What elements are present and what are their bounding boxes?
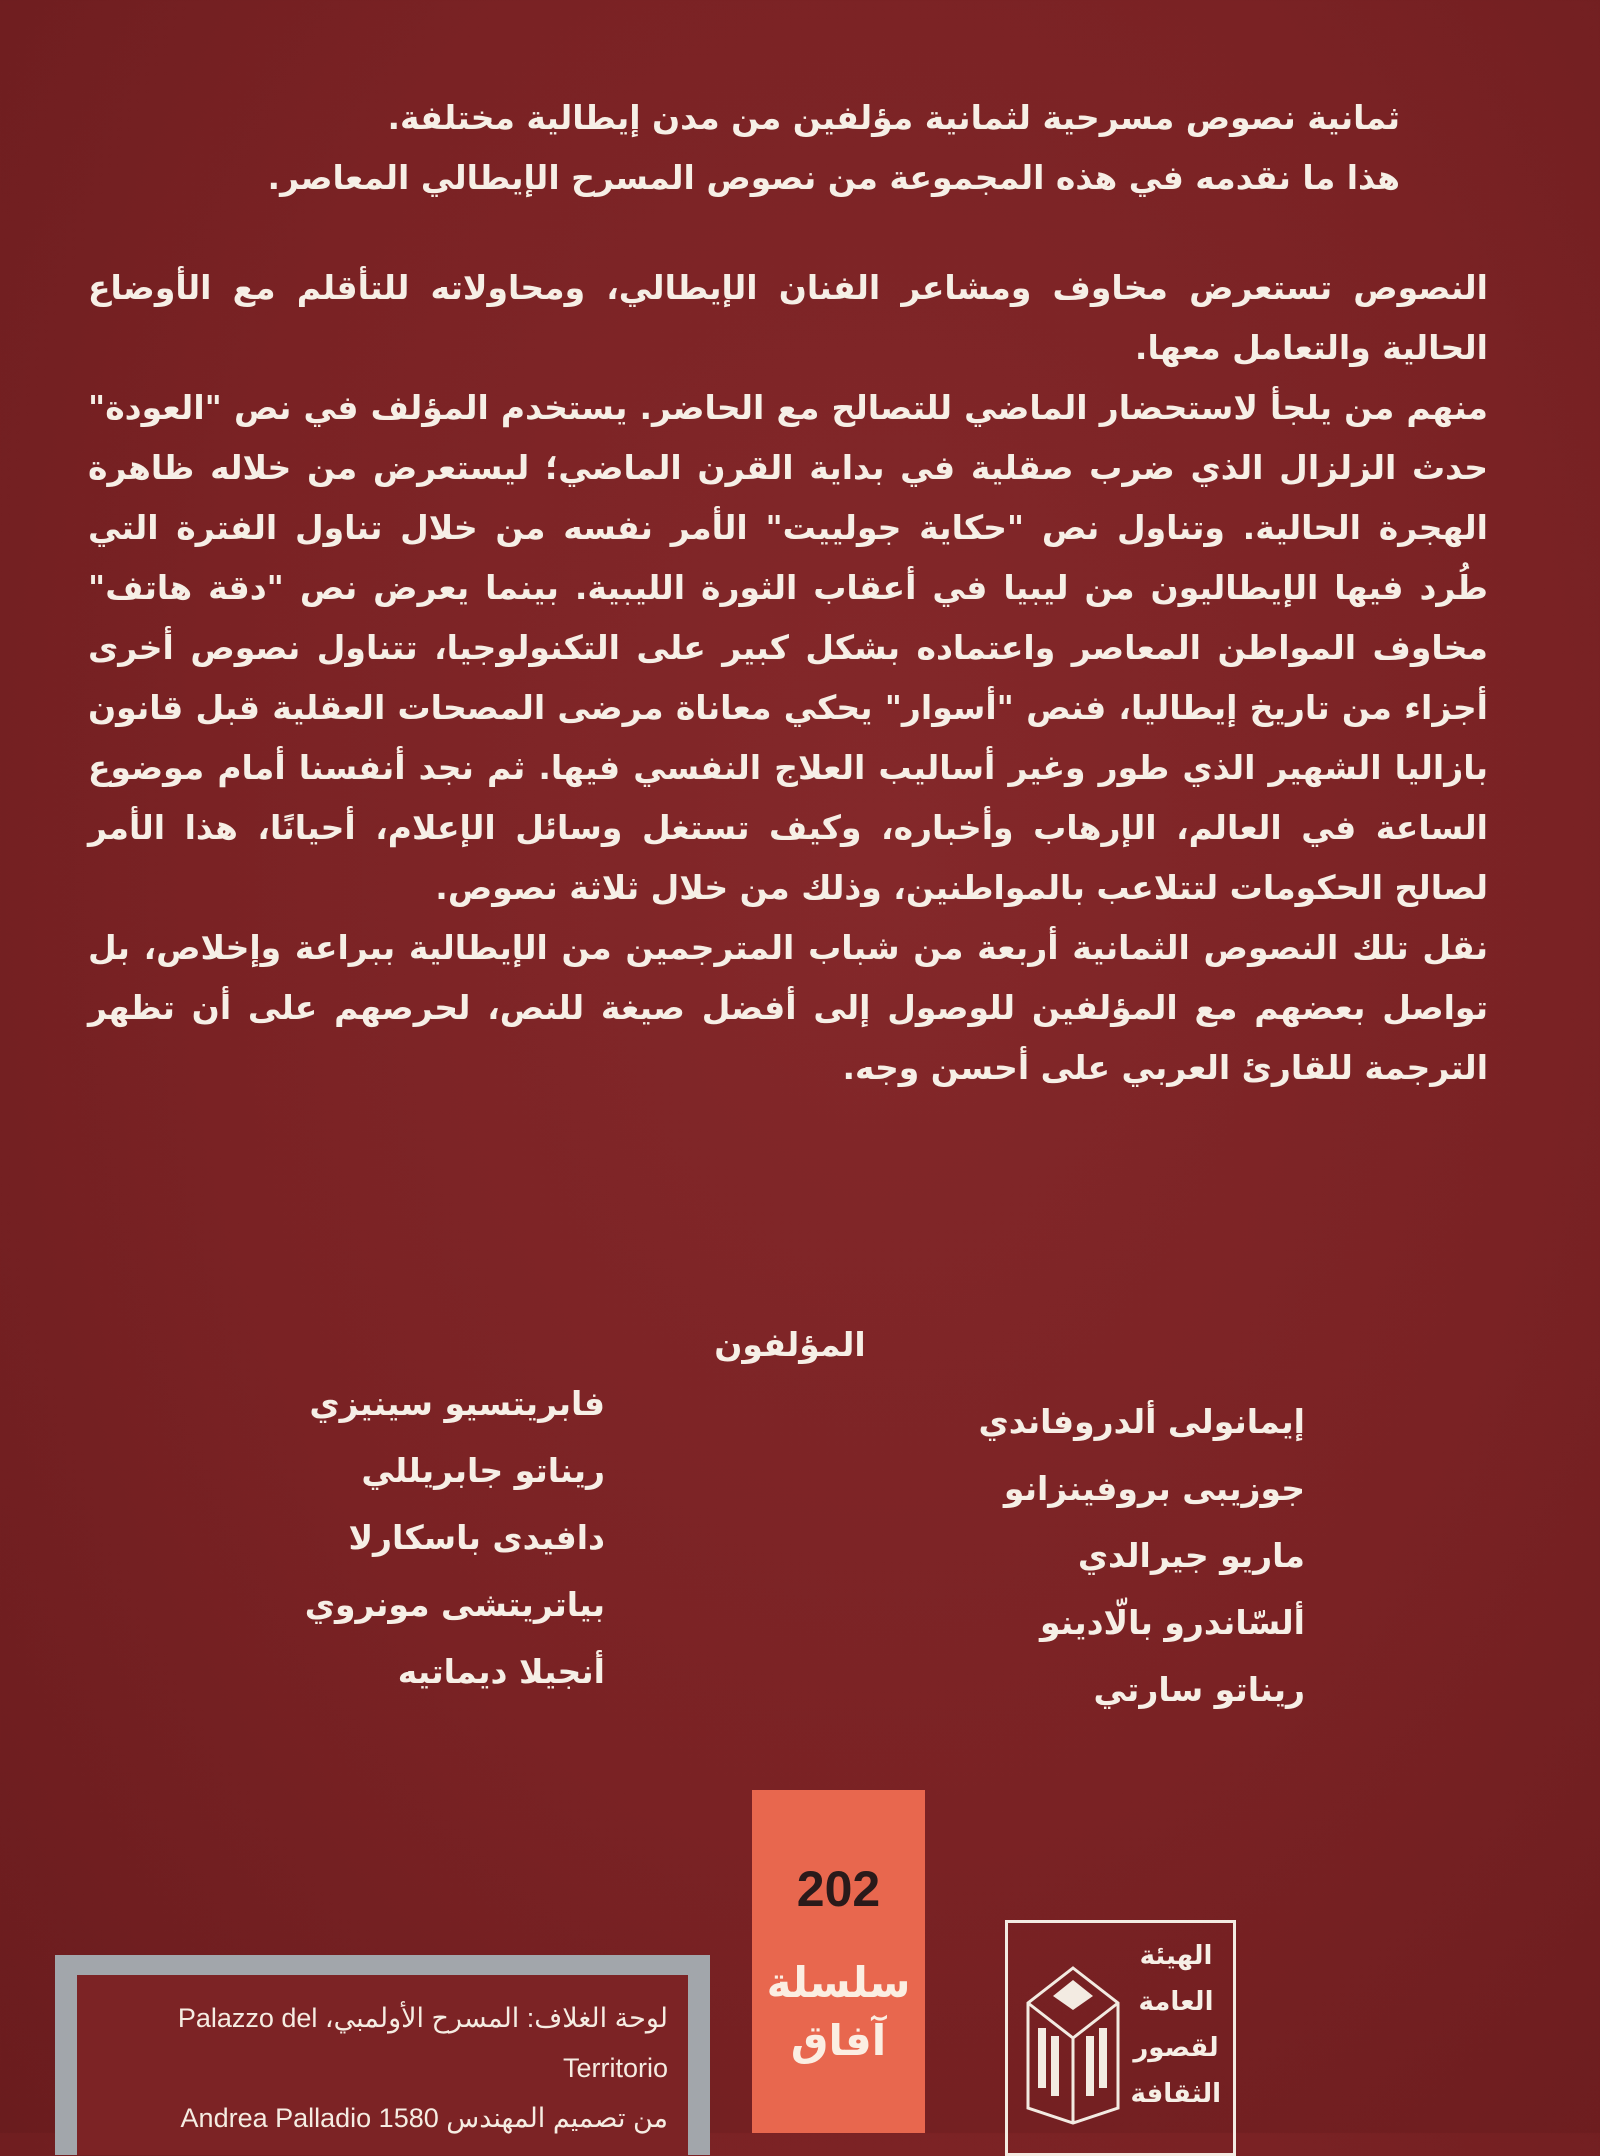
cover-caption (77, 1975, 688, 2155)
author-name: ماريو جيرالدي (1077, 1536, 1305, 1575)
series-name (752, 1954, 925, 2070)
authors-heading: المؤلفون (714, 1325, 866, 1364)
authors-left-column (185, 1370, 605, 1705)
author-name: ريناتو سارتي (1093, 1670, 1305, 1709)
paragraph: نقل تلك النصوص الثمانية أربعة من شباب المترجمين من الإيطالية ببراعة وإخلاص، بل تواصل بعضهم مع المؤلفين للوصول إلى أفضل صيغة للنص، لحرصهم على أن تظهر الترجمة للقارئ العربي على أحسن وجه. (88, 928, 1488, 1087)
publisher-name-line: لقصور (1133, 2033, 1219, 2063)
cover-caption-box (55, 1955, 710, 2155)
series-name-line: آفاق (790, 2016, 887, 2065)
author-name: فابريتسيو سينيزي (309, 1384, 605, 1423)
series-name-line: سلسلة (766, 1958, 911, 2007)
caption-line: لوحة الغلاف: المسرح الأولمبي، Palazzo del Territorio (177, 2003, 668, 2083)
intro-line: ثمانية نصوص مسرحية لثمانية مؤلفين من مدن إيطالية مختلفة. (387, 98, 1400, 137)
publisher-block (1005, 1920, 1236, 2156)
series-number: 202 (796, 1861, 881, 1917)
authors-right-column (885, 1388, 1305, 1723)
author-name: بياتريتشى مونروي (304, 1585, 605, 1624)
publisher-name-line: العامة (1138, 1987, 1214, 2017)
series-badge (752, 1790, 925, 2133)
publisher-logo-icon (1018, 1958, 1128, 2128)
caption-line: من تصميم المهندس Andrea Palladio 1580 (180, 2103, 668, 2133)
paragraph: النصوص تستعرض مخاوف ومشاعر الفنان الإيطالي، ومحاولاته للتأقلم مع الأوضاع الحالية والتعامل معها. (88, 268, 1488, 367)
author-name: إيمانولى ألدروفاندي (978, 1402, 1305, 1441)
intro-line: هذا ما نقدمه في هذه المجموعة من نصوص المسرح الإيطالي المعاصر. (267, 158, 1400, 197)
author-name: ريناتو جابريللي (361, 1451, 605, 1490)
author-name: أنجيلا ديماتيه (397, 1652, 605, 1691)
author-name: ألسّاندرو بالّادينو (1040, 1603, 1305, 1642)
publisher-name (1131, 1933, 1221, 2117)
paragraph: منهم من يلجأ لاستحضار الماضي للتصالح مع الحاضر. يستخدم المؤلف في نص "العودة" حدث الزلزال الذي ضرب صقلية في بداية القرن الماضي؛ ليستعرض من خلاله ظاهرة الهجرة الحالية. وتناول نص "حكاية جولييت" الأمر نفسه من خلال تناول الفترة التي طُرد فيها الإيطاليون من ليبيا في أعقاب الثورة الليبية. بينما يعرض نص "دقة هاتف" مخاوف المواطن المعاصر واعتماده بشكل كبير على التكنولوجيا، تتناول نصوص أخرى أجزاء من تاريخ إيطاليا، فنص "أسوار" يحكي معاناة مرضى المصحات العقلية قبل قانون بازاليا الشهير الذي طور وغير أساليب العلاج النفسي فيها. ثم نجد أنفسنا أمام موضوع الساعة في العالم، الإرهاب وأخباره، وكيف تستغل وسائل الإعلام، أحيانًا، هذا الأمر لصالح الحكومات لتتلاعب بالمواطنين، وذلك من خلال ثلاثة نصوص. (88, 388, 1488, 907)
publisher-name-line: الثقافة (1130, 2079, 1221, 2109)
publisher-name-line: الهيئة (1139, 1941, 1213, 1971)
description-body (88, 258, 1488, 1098)
intro-text (200, 88, 1400, 208)
author-name: جوزيبى بروفينزانو (1003, 1469, 1305, 1508)
author-name: دافيدى باسكارلا (348, 1518, 605, 1557)
